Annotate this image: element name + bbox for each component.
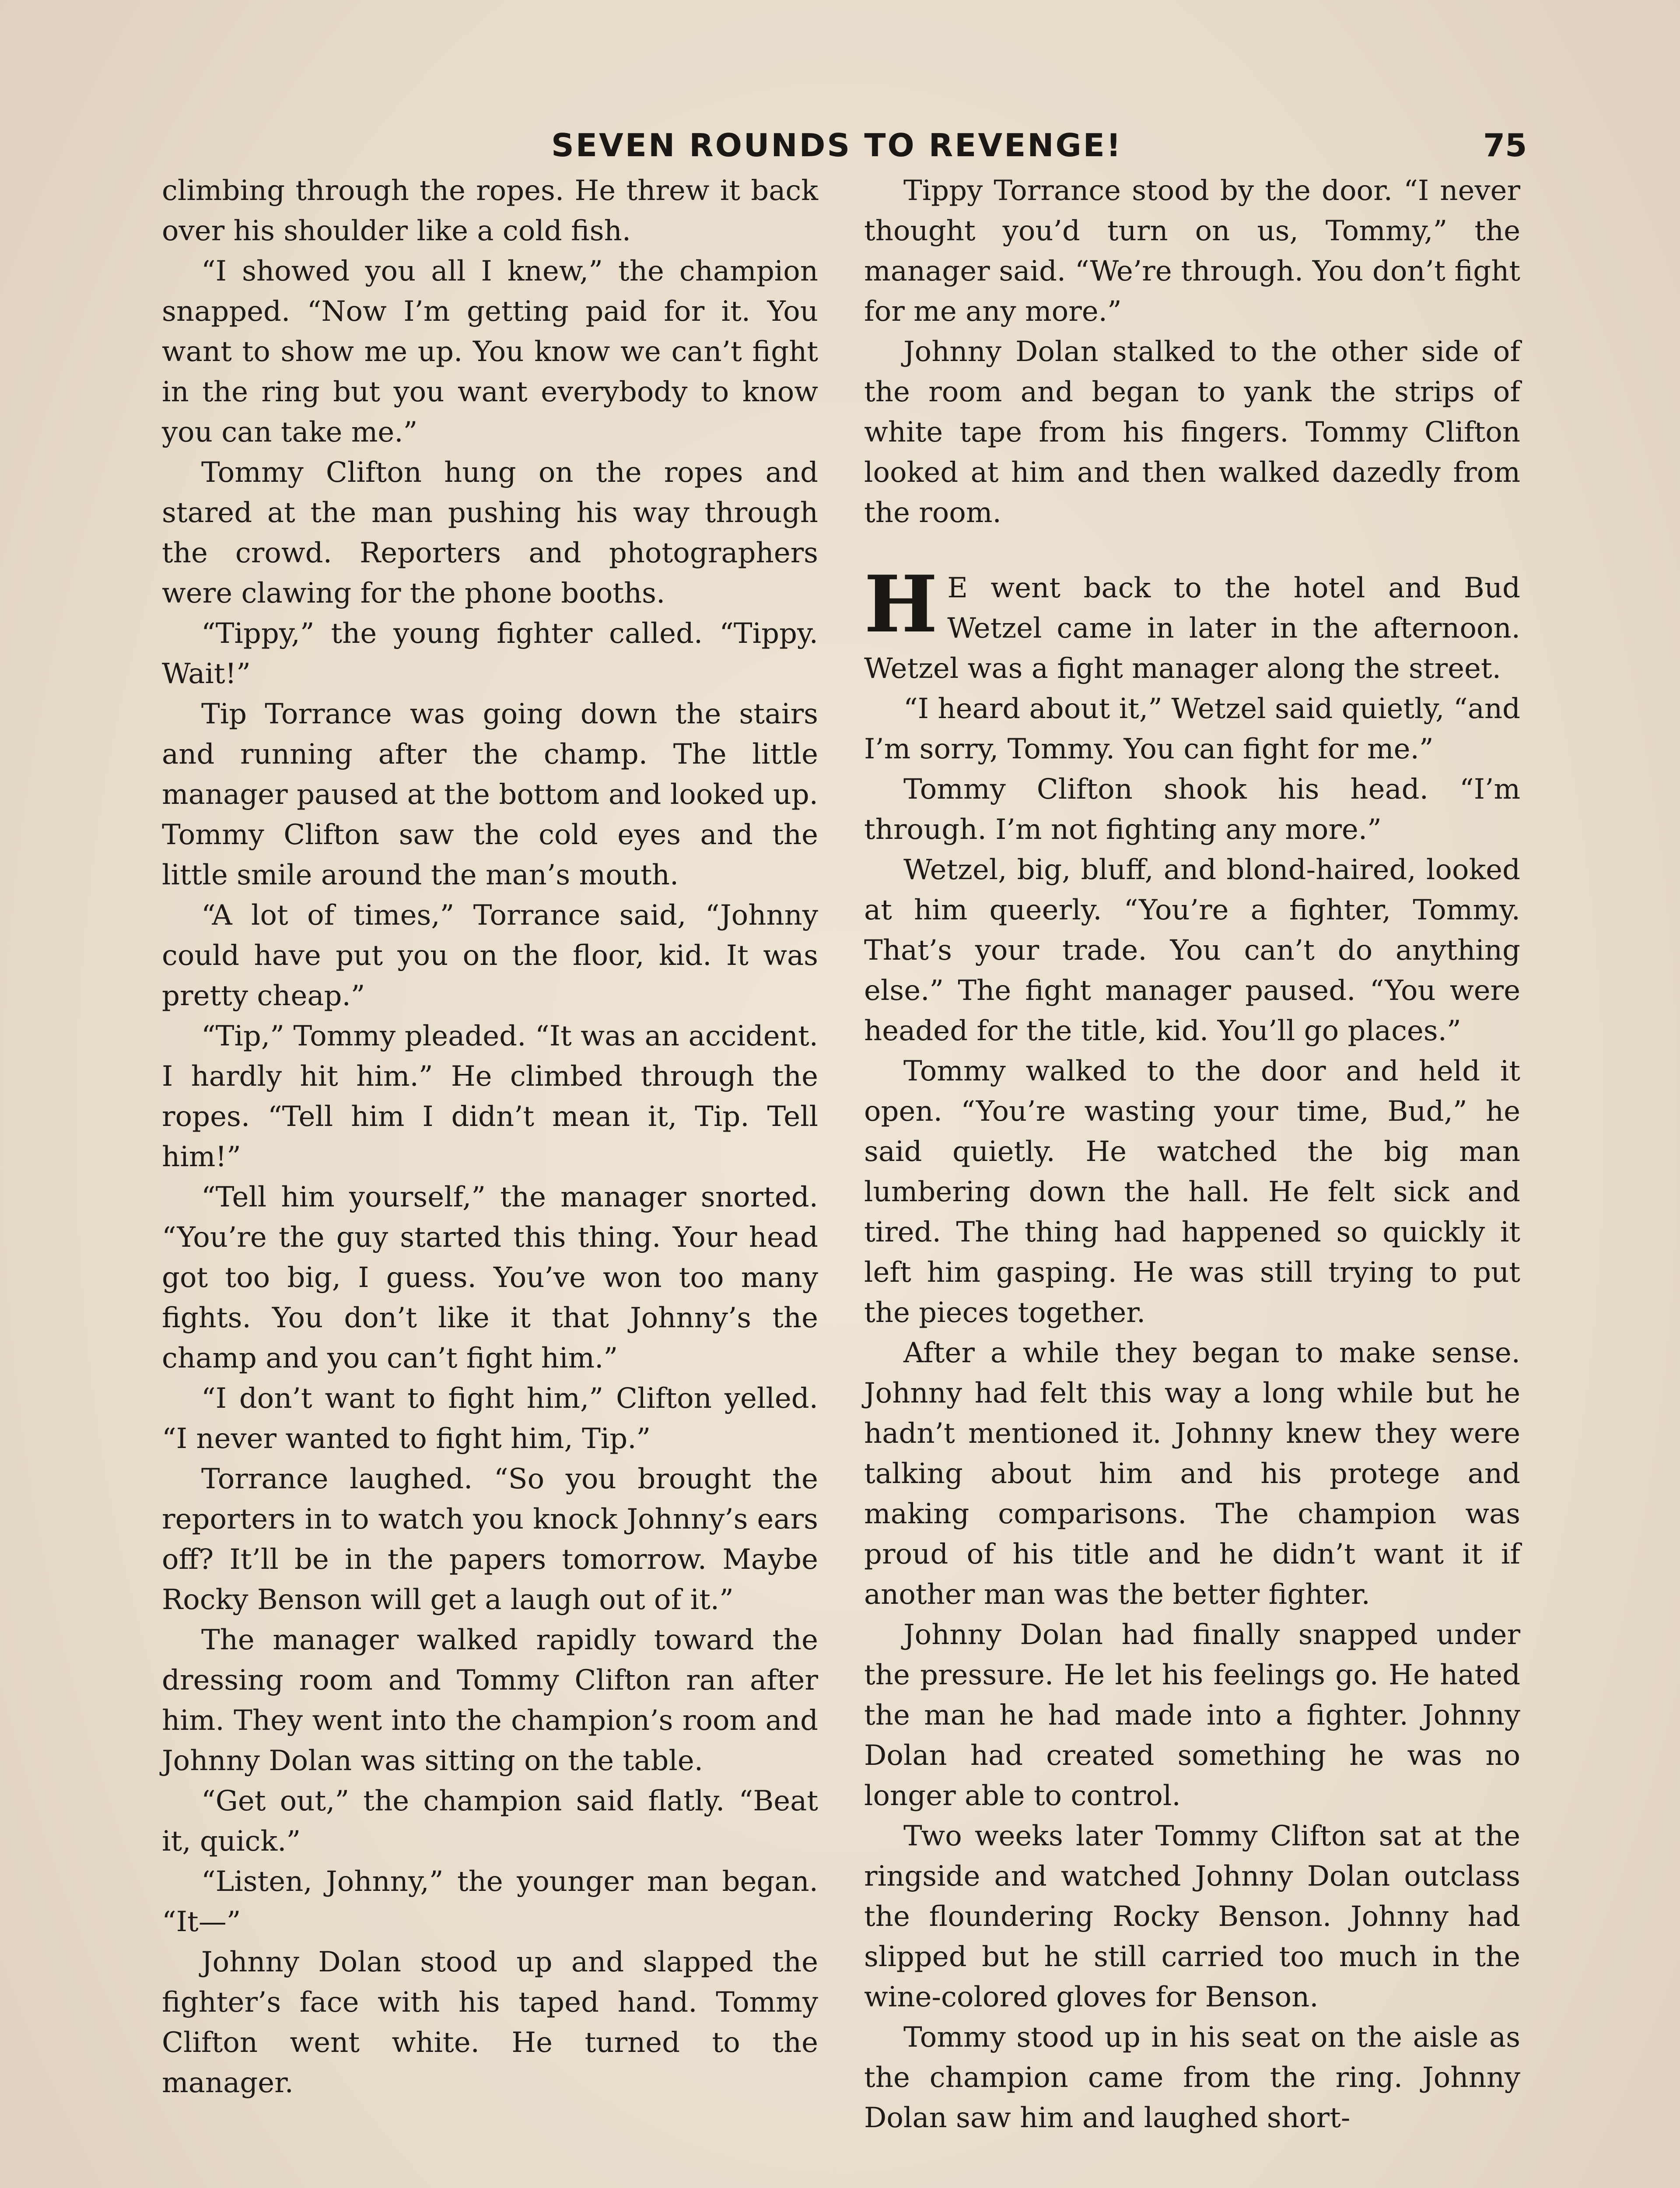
paragraph: “A lot of times,” Torrance said, “Johnny could have put you on the floor, kid. It was pretty cheap.” xyxy=(162,899,818,1012)
paragraph: Tip Torrance was going down the stairs and running after the champ. The little manager paused at the bottom and looked up. Tommy Clifton saw the cold eyes and the little smile around the man’s mouth. xyxy=(162,698,818,891)
paragraph: Torrance laughed. “So you brought the reporters in to watch you knock Johnny’s ears off? It’ll be in the papers tomorrow. Maybe Rocky Benson will get a laugh out of it.” xyxy=(162,1463,818,1616)
paragraph: Wetzel, big, bluff, and blond-haired, looked at him queerly. “You’re a fighter, Tommy. That’s your trade. You can’t do anything else.” The fight manager paused. “You were headed for the title, kid. You’ll go places.” xyxy=(864,854,1520,1047)
paragraph: Two weeks later Tommy Clifton sat at the ringside and watched Johnny Dolan outclass the floundering Rocky Benson. Johnny had slipped but he still carried too much in the wine-colored gloves for Benson. xyxy=(864,1820,1520,2013)
paragraph: “I don’t want to fight him,” Clifton yelled. “I never wanted to fight him, Tip.” xyxy=(162,1382,818,1455)
paragraph: “I heard about it,” Wetzel said quietly, “and I’m sorry, Tommy. You can fight for me.” xyxy=(864,693,1520,765)
paragraph: Tommy Clifton hung on the ropes and stared at the man pushing his way through the crowd. Reporters and photographers were clawing for the phone booths. xyxy=(162,456,818,610)
paragraph: The manager walked rapidly toward the dressing room and Tommy Clifton ran after him. They went into the champion’s room and Johnny Dolan was sitting on the table. xyxy=(162,1624,818,1777)
paragraph: “Tip,” Tommy pleaded. “It was an accident. I hardly hit him.” He climbed through the ropes. “Tell him I didn’t mean it, Tip. Tell him!” xyxy=(162,1020,818,1173)
drop-cap-paragraph-text: E went back to the hotel and Bud Wetzel came in later in the afternoon. Wetzel was a fight manager along the street. xyxy=(864,572,1520,685)
paragraph: “Listen, Johnny,” the younger man began. “It—” xyxy=(162,1865,818,1938)
paragraph: Johnny Dolan stood up and slapped the fighter’s face with his taped hand. Tommy Clifton went white. He turned to the manager. xyxy=(162,1946,818,2099)
paragraph: Tommy Clifton shook his head. “I’m through. I’m not fighting any more.” xyxy=(864,773,1520,846)
paragraph: “Get out,” the champion said flatly. “Beat it, quick.” xyxy=(162,1785,818,1858)
left-column xyxy=(162,171,818,2103)
paragraph: Tommy stood up in his seat on the aisle as the champion came from the ring. Johnny Dolan saw him and laughed short- xyxy=(864,2021,1520,2134)
right-column xyxy=(864,171,1520,2138)
paragraph: Johnny Dolan stalked to the other side of the room and began to yank the strips of white tape from his fingers. Tommy Clifton looked at him and then walked dazedly from the room. xyxy=(864,336,1520,529)
paragraph: Tippy Torrance stood by the door. “I never thought you’d turn on us, Tommy,” the manager said. “We’re through. You don’t fight for me any more.” xyxy=(864,175,1520,328)
paragraph: Tommy walked to the door and held it open. “You’re wasting your time, Bud,” he said quietly. He watched the big man lumbering down the hall. He felt sick and tired. The thing had happened so quickly it left him gasping. He was still trying to put the pieces together. xyxy=(864,1055,1520,1329)
drop-cap: H xyxy=(864,558,938,650)
running-head-title: SEVEN ROUNDS TO REVENGE! xyxy=(551,127,1123,164)
page-number: 75 xyxy=(1483,127,1527,164)
section-opening-paragraph xyxy=(864,558,1520,689)
paragraph: “Tell him yourself,” the manager snorted. “You’re the guy started this thing. Your head got too big, I guess. You’ve won too many fights. You don’t like it that Johnny’s the champ and you can’t fight him.” xyxy=(162,1181,818,1375)
paragraph: “I showed you all I knew,” the champion snapped. “Now I’m getting paid for it. You want to show me up. You know we can’t fight in the ring but you want everybody to know you can take me.” xyxy=(162,255,818,449)
paragraph: Johnny Dolan had finally snapped under the pressure. He let his feelings go. He hated the man he had made into a fighter. Johnny Dolan had created something he was no longer able to control. xyxy=(864,1619,1520,1812)
paragraph: After a while they began to make sense. Johnny had felt this way a long while but he hadn’t mentioned it. Johnny knew they were talking about him and his protege and making comparisons. The champion was proud of his title and he didn’t want it if another man was the better fighter. xyxy=(864,1337,1520,1611)
paragraph: climbing through the ropes. He threw it back over his shoulder like a cold fish. xyxy=(162,175,818,247)
paragraph: “Tippy,” the young fighter called. “Tippy. Wait!” xyxy=(162,617,818,690)
